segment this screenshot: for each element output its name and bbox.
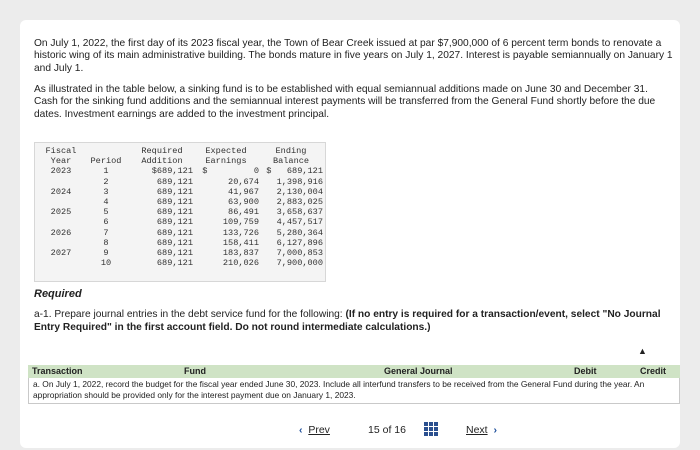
question-grid-icon[interactable] bbox=[424, 422, 438, 436]
table-row bbox=[41, 207, 323, 217]
cell-period: 2 bbox=[103, 176, 109, 187]
cell-balance: 5,280,364 bbox=[276, 227, 323, 238]
cell-period: 6 bbox=[103, 217, 109, 228]
cell-earnings: 158,411 bbox=[222, 237, 259, 248]
cell-period: 7 bbox=[103, 227, 109, 238]
table-row bbox=[41, 228, 323, 238]
prev-button[interactable] bbox=[299, 424, 330, 436]
header-addition-line1: Required bbox=[141, 146, 183, 156]
cell-addition: $689,121 bbox=[151, 166, 193, 177]
cell-balance: $ 689,121 bbox=[266, 166, 323, 177]
table-row bbox=[41, 258, 323, 268]
cell-year: 2023 bbox=[50, 166, 72, 177]
header-year-line1: Fiscal bbox=[45, 146, 77, 156]
cell-earnings: 86,491 bbox=[228, 207, 259, 218]
cell-year: 2024 bbox=[50, 186, 72, 197]
cell-addition: 689,121 bbox=[156, 197, 193, 208]
table-row bbox=[41, 197, 323, 207]
sinking-fund-table bbox=[34, 142, 326, 282]
chevron-left-icon: ‹ bbox=[299, 424, 303, 436]
header-transaction: Transaction bbox=[32, 366, 83, 376]
cell-addition: 689,121 bbox=[156, 248, 193, 259]
cell-year bbox=[41, 238, 81, 248]
header-period-line1 bbox=[81, 146, 131, 156]
next-label: Next bbox=[466, 424, 488, 436]
cell-period: 9 bbox=[103, 248, 109, 259]
header-year-line2: Year bbox=[50, 156, 72, 167]
cell-addition: 689,121 bbox=[156, 217, 193, 228]
cell-period: 10 bbox=[100, 258, 112, 269]
cell-balance: 3,658,637 bbox=[276, 207, 323, 218]
table-row bbox=[41, 217, 323, 227]
header-general-journal: General Journal bbox=[384, 366, 453, 376]
cursor-pointer-icon: ▲ bbox=[638, 346, 647, 356]
header-debit: Debit bbox=[574, 366, 597, 376]
required-heading: Required bbox=[34, 288, 82, 300]
cell-balance: 4,457,517 bbox=[276, 217, 323, 228]
cell-earnings: 20,674 bbox=[228, 176, 259, 187]
cell-period: 1 bbox=[103, 166, 109, 177]
header-balance-line1: Ending bbox=[275, 146, 307, 156]
header-earnings-line1: Expected bbox=[205, 146, 247, 156]
next-button[interactable] bbox=[466, 424, 497, 436]
cell-earnings: 41,967 bbox=[228, 186, 259, 197]
cell-addition: 689,121 bbox=[156, 186, 193, 197]
instruction-text bbox=[34, 308, 674, 334]
cell-period: 5 bbox=[103, 207, 109, 218]
table-row bbox=[41, 166, 323, 176]
header-balance-line2: Balance bbox=[272, 156, 310, 167]
cell-earnings: $ 0 bbox=[202, 166, 259, 177]
cell-period: 4 bbox=[103, 197, 109, 208]
header-earnings-line2: Earnings bbox=[205, 156, 247, 167]
page-indicator bbox=[368, 424, 406, 436]
chevron-right-icon: › bbox=[493, 424, 497, 436]
table-row bbox=[41, 187, 323, 197]
cell-year: 2027 bbox=[50, 248, 72, 259]
cell-balance: 7,900,000 bbox=[276, 258, 323, 269]
header-addition-line2: Addition bbox=[141, 156, 183, 167]
cell-year bbox=[41, 217, 81, 227]
cell-year bbox=[41, 177, 81, 187]
cell-earnings: 183,837 bbox=[222, 248, 259, 259]
transaction-description: a. On July 1, 2022, record the budget for the fiscal year ended June 30, 2023. Include all interfund transfers to be received from the General Fund during the year. An appropriation should be provided only for the interest payment due on January 1, 2023. bbox=[28, 378, 680, 404]
cell-addition: 689,121 bbox=[156, 258, 193, 269]
cell-balance: 2,883,025 bbox=[276, 197, 323, 208]
instruction-prefix: a-1. Prepare journal entries in the debt service fund for the following: bbox=[34, 309, 346, 320]
cell-balance: 2,130,004 bbox=[276, 186, 323, 197]
cell-year bbox=[41, 258, 81, 268]
intro-paragraph-1: On July 1, 2022, the first day of its 2023 fiscal year, the Town of Bear Creek issued at par $7,900,000 of 6 percent term bonds to renovate a historic wing of its main administrative building. The bonds mature in five years on July 1, 2027. Interest is payable semiannually on January 1 and July 1. bbox=[34, 38, 673, 74]
table-row bbox=[41, 248, 323, 258]
cell-period: 3 bbox=[103, 186, 109, 197]
header-period-line2: Period bbox=[90, 156, 122, 167]
cell-addition: 689,121 bbox=[156, 237, 193, 248]
cell-year bbox=[41, 197, 81, 207]
page-total: 16 bbox=[394, 424, 406, 436]
cell-addition: 689,121 bbox=[156, 207, 193, 218]
page-current: 15 bbox=[368, 424, 380, 436]
cell-earnings: 210,026 bbox=[222, 258, 259, 269]
header-fund: Fund bbox=[184, 366, 206, 376]
cell-earnings: 109,759 bbox=[222, 217, 259, 228]
cell-addition: 689,121 bbox=[156, 176, 193, 187]
table-row bbox=[41, 238, 323, 248]
table-row bbox=[41, 177, 323, 187]
cell-balance: 7,000,853 bbox=[276, 248, 323, 259]
cell-earnings: 63,900 bbox=[228, 197, 259, 208]
cell-year: 2026 bbox=[50, 227, 72, 238]
cell-balance: 6,127,896 bbox=[276, 237, 323, 248]
intro-paragraph-2: As illustrated in the table below, a sinking fund is to be established with equal semiannual additions made on June 30 and December 31. Cash for the sinking fund additions and the semiannual interest payments will be transferred from the General Fund shortly before the due dates. Investment earnings are added to the investment principal. bbox=[34, 84, 656, 120]
cell-earnings: 133,726 bbox=[222, 227, 259, 238]
cell-period: 8 bbox=[103, 237, 109, 248]
cell-addition: 689,121 bbox=[156, 227, 193, 238]
journal-header-row bbox=[28, 365, 680, 378]
cell-balance: 1,398,916 bbox=[276, 176, 323, 187]
prev-label: Prev bbox=[308, 424, 330, 436]
instruction-bold: (If no entry is required for a transaction/event, select "No Journal Entry Required" in the first account field. Do not round intermediate calculations.) bbox=[34, 309, 661, 333]
question-card bbox=[20, 20, 680, 448]
cell-year: 2025 bbox=[50, 207, 72, 218]
page-of: of bbox=[382, 424, 392, 436]
header-credit: Credit bbox=[640, 366, 667, 376]
